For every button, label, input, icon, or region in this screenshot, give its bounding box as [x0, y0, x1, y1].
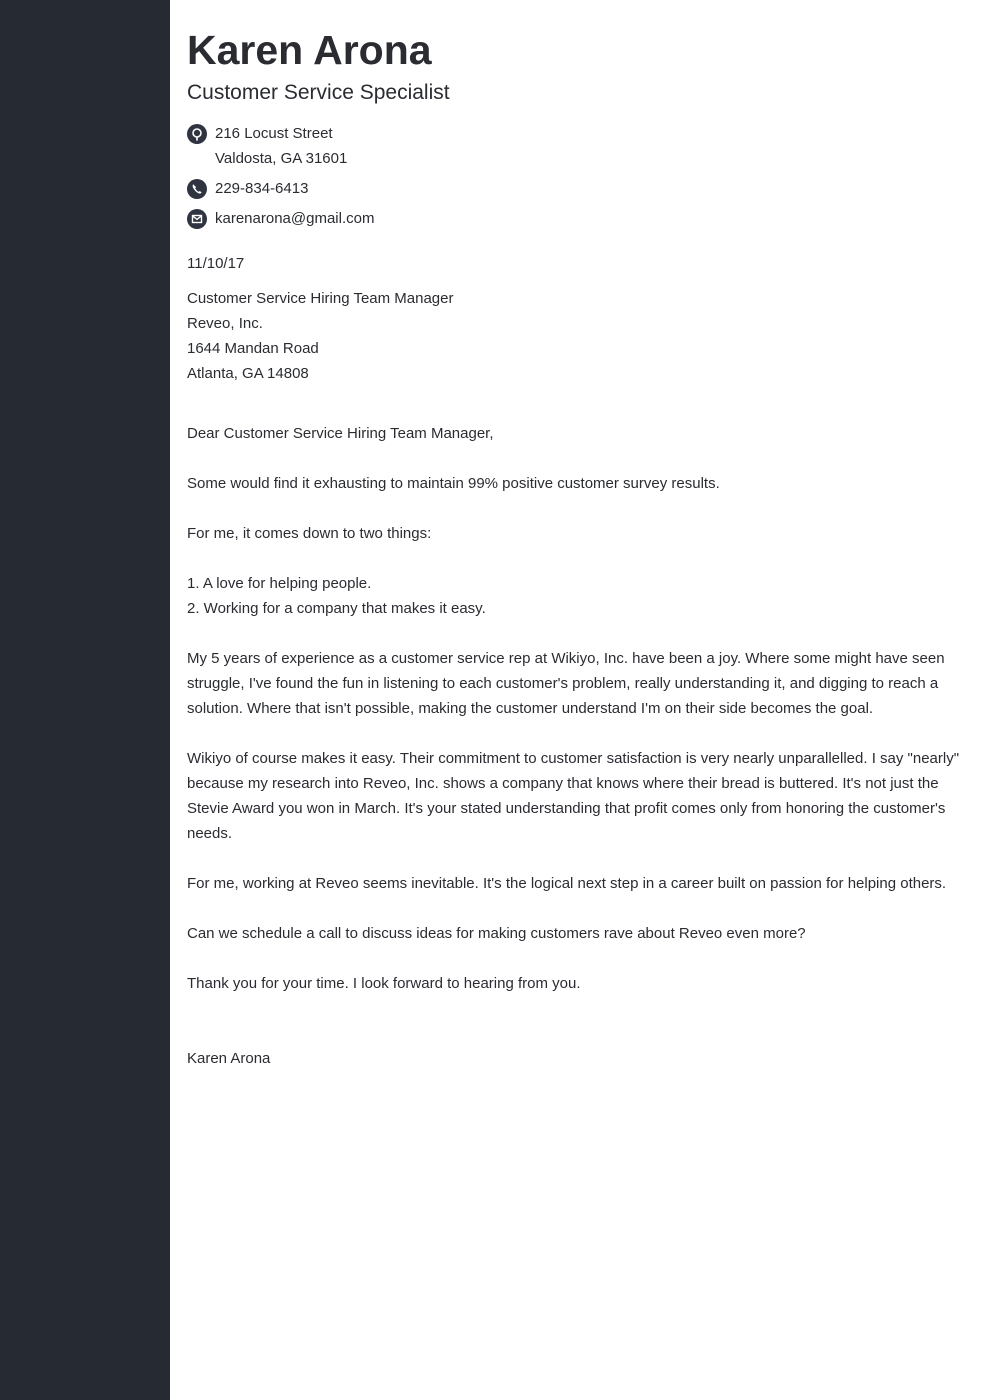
recipient-street: 1644 Mandan Road — [187, 340, 319, 357]
applicant-name: Karen Arona — [187, 27, 432, 73]
phone-number: 229-834-6413 — [215, 180, 309, 197]
letter-greeting: Dear Customer Service Hiring Team Manager, — [187, 425, 494, 442]
list-item: 2. Working for a company that makes it easy. — [187, 600, 486, 617]
location-pin-icon — [187, 124, 207, 144]
phone-icon — [187, 179, 207, 199]
letter-paragraph: Some would find it exhausting to maintain 99% positive customer survey results. — [187, 475, 720, 492]
letter-paragraph: Can we schedule a call to discuss ideas for making customers rave about Reveo even more? — [187, 925, 806, 942]
address-line-1: 216 Locust Street — [215, 125, 333, 142]
address-line-2: Valdosta, GA 31601 — [215, 150, 348, 167]
email-address: karenarona@gmail.com — [215, 210, 375, 227]
recipient-company: Reveo, Inc. — [187, 315, 263, 332]
letter-paragraph: Thank you for your time. I look forward to hearing from you. — [187, 975, 581, 992]
left-sidebar — [0, 0, 170, 1400]
letter-paragraph: Wikiyo of course makes it easy. Their commitment to customer satisfaction is very nearly unparallelled. I say "nearly" because my research into Reveo, Inc. shows a company that knows where their bread is buttered. It's not just the Stevie Award you won in March. It's your stated understanding that profit comes only from honoring the customer's needs. — [187, 750, 960, 842]
letter-paragraph: For me, it comes down to two things: — [187, 525, 432, 542]
letter-paragraph: My 5 years of experience as a customer service rep at Wikiyo, Inc. have been a joy. Where some might have seen struggle, I've found the fun in listening to each customer's problem, really understanding it, and digging to reach a solution. Where that isn't possible, making the customer understand I'm on their side becomes the goal. — [187, 650, 945, 717]
letter-paragraph: For me, working at Reveo seems inevitable. It's the logical next step in a career built on passion for helping others. — [187, 875, 947, 892]
applicant-job-title: Customer Service Specialist — [187, 81, 450, 104]
recipient-title: Customer Service Hiring Team Manager — [187, 290, 454, 307]
signature-name: Karen Arona — [187, 1050, 271, 1067]
letter-date: 11/10/17 — [187, 255, 245, 272]
list-item: 1. A love for helping people. — [187, 575, 372, 592]
mail-icon — [187, 209, 207, 229]
recipient-city: Atlanta, GA 14808 — [187, 365, 309, 382]
